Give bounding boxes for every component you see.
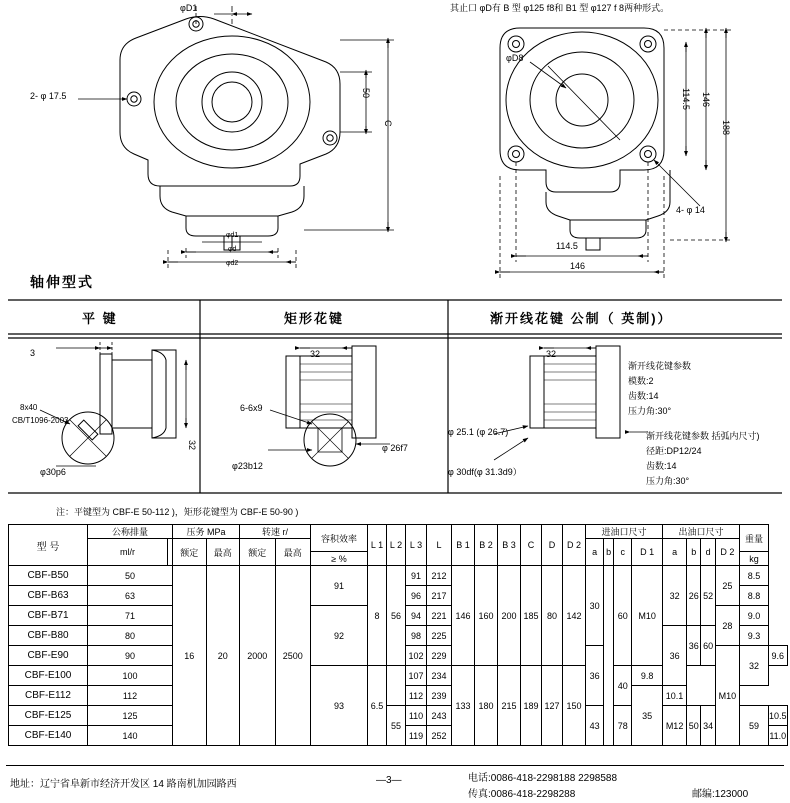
- cell-disp: 112: [88, 686, 173, 706]
- cell-D2-150: 150: [563, 666, 586, 746]
- dim-phi-d1: φD1: [180, 3, 198, 13]
- invol-dim-left-1: φ 25.1 (φ 26.7): [448, 427, 509, 437]
- cell-n-rated: 2000: [240, 566, 276, 746]
- table-row: [9, 566, 788, 586]
- dim-phi-d: φd: [228, 246, 237, 253]
- cell-B1-133: 133: [452, 666, 475, 746]
- th-n-max: 最高: [275, 539, 311, 566]
- shaft-table-frame: [0, 298, 790, 528]
- cell-D2-142: 142: [563, 566, 586, 666]
- cell-L: 229: [427, 646, 452, 666]
- cell-p-rated: 16: [173, 566, 207, 746]
- th-C: C: [521, 525, 542, 566]
- cell-L3: 112: [406, 686, 427, 706]
- cell-eff-91: 91: [311, 566, 368, 606]
- cell-in-D1-M10: M10: [632, 566, 663, 666]
- flatkey-spec-1: 8x40: [20, 403, 38, 412]
- dim-188-vert: 188: [720, 120, 731, 136]
- invol-param2-teeth: 齿数:14: [646, 461, 677, 471]
- cell-L3: 98: [406, 626, 427, 646]
- shaft-col-rect-spline: 矩形花键: [284, 311, 345, 326]
- th-out-d: d: [701, 539, 715, 566]
- th-weight: 重量: [740, 525, 769, 552]
- cell-out-a-36: 36: [663, 626, 687, 686]
- cell-model: CBF-E140: [9, 726, 88, 746]
- dim-146-vert: 146: [700, 92, 711, 108]
- cell-out-D2-32: 32: [740, 646, 769, 686]
- cell-out-b-34: 34: [701, 706, 715, 746]
- th-L3: L 3: [406, 525, 427, 566]
- cell-model: CBF-B71: [9, 606, 88, 626]
- cell-L: 252: [427, 726, 452, 746]
- th-out-b: b: [687, 539, 701, 566]
- cell-L: 243: [427, 706, 452, 726]
- dim-2-phi-17-5: 2- φ 17.5: [30, 91, 67, 101]
- cell-model: CBF-B63: [9, 586, 88, 606]
- cell-L3: 107: [406, 666, 427, 686]
- cell-L3: 110: [406, 706, 427, 726]
- footer-fax: 传真:0086-418-2298288: [468, 789, 576, 800]
- th-B2: B 2: [475, 525, 498, 566]
- dim-phi-d8: φD8: [506, 53, 524, 63]
- dim-4-phi-14: 4- φ 14: [676, 205, 705, 215]
- th-displacement: 公称排量: [88, 525, 173, 539]
- cell-model: CBF-E125: [9, 706, 88, 726]
- cell-L1-8: 8: [368, 566, 387, 666]
- cell-out-D2-25: 25: [715, 566, 739, 606]
- invol-dim-32: 32: [546, 349, 557, 359]
- cell-D-127: 127: [542, 666, 563, 746]
- cell-weight: 8.5: [740, 566, 769, 586]
- cell-n-max: 2500: [275, 566, 311, 746]
- th-out-D2: D 2: [715, 539, 739, 566]
- cell-L: 212: [427, 566, 452, 586]
- th-L: L: [427, 525, 452, 566]
- cell-L: 239: [427, 686, 452, 706]
- cell-L1-65: 6.5: [368, 666, 387, 746]
- footer-page-number: —3—: [376, 775, 402, 786]
- th-p-rated: 额定: [173, 539, 207, 566]
- cell-disp: 71: [88, 606, 173, 626]
- cell-weight: 9.0: [740, 606, 769, 626]
- cell-out-D2-28: 28: [715, 606, 739, 646]
- invol-param-angle: 压力角:30°: [628, 406, 672, 416]
- dim-146-horiz: 146: [570, 261, 586, 271]
- dim-c: C: [382, 120, 393, 127]
- cell-in-c-40: 40: [614, 666, 632, 706]
- rect-dim-D: φ 26f7: [382, 443, 408, 453]
- th-efficiency-unit: ≥ %: [311, 552, 368, 566]
- cell-model: CBF-B80: [9, 626, 88, 646]
- cell-B2-180: 180: [475, 666, 498, 746]
- note-right-top: 其止口 φD有 B 型 φ125 f8和 B1 型 φ127 f 8两种形式。: [450, 3, 670, 13]
- th-model: 型 号: [9, 525, 88, 566]
- flatkey-spec-2: CB/T1096-2003: [12, 416, 69, 425]
- cell-B3-200: 200: [498, 566, 521, 666]
- cell-C-189: 189: [521, 666, 542, 746]
- th-speed: 转速 r/: [240, 525, 311, 539]
- cell-L2-55: 55: [387, 706, 406, 746]
- th-in-D1: D 1: [632, 539, 663, 566]
- cell-L3: 96: [406, 586, 427, 606]
- cell-L3: 119: [406, 726, 427, 746]
- cell-in-a-30: 30: [586, 566, 604, 646]
- th-pressure: 压务 MPa: [173, 525, 240, 539]
- invol-dim-left-2: φ 30df(φ 31.3d9）: [448, 467, 522, 477]
- cell-L2-blank: [387, 666, 406, 706]
- cell-model: CBF-E90: [9, 646, 88, 666]
- cell-weight: 10.5: [769, 706, 788, 726]
- th-in-c: c: [614, 539, 632, 566]
- cell-disp: 80: [88, 626, 173, 646]
- th-weight-unit: kg: [740, 552, 769, 566]
- th-out-a: a: [663, 539, 687, 566]
- cell-weight: 10.1: [663, 686, 687, 706]
- cell-weight: 9.8: [632, 666, 663, 686]
- th-in-a: a: [586, 539, 604, 566]
- cell-L: 221: [427, 606, 452, 626]
- cell-out-d-52: 52: [701, 566, 715, 626]
- cell-out-b-26: 26: [687, 566, 701, 626]
- flatkey-dim-3: 3: [30, 348, 36, 358]
- invol-param-title: 渐开线花键参数: [628, 361, 692, 371]
- invol-param2-angle: 压力角:30°: [646, 476, 690, 486]
- cell-disp: 90: [88, 646, 173, 666]
- spec-table: [8, 524, 788, 746]
- cell-in-D1-M12: M12: [663, 706, 687, 746]
- rect-dim-teeth: 6-6x9: [240, 403, 263, 413]
- cell-weight: 9.3: [740, 626, 769, 646]
- invol-param-teeth: 齿数:14: [628, 391, 659, 401]
- cell-eff-93: 93: [311, 666, 368, 746]
- shaft-section-title: 轴伸型式: [30, 274, 94, 290]
- page-footer: [0, 765, 790, 803]
- th-L1: L 1: [368, 525, 387, 566]
- cell-D-80: 80: [542, 566, 563, 666]
- th-p-max: 最高: [206, 539, 240, 566]
- cell-in-c-60: 60: [614, 566, 632, 666]
- cell-B1-146: 146: [452, 566, 475, 666]
- cell-in-a-36: 36: [586, 646, 604, 706]
- rect-dim-32: 32: [310, 349, 321, 359]
- cell-L: 217: [427, 586, 452, 606]
- cell-in-c-78: 78: [614, 706, 632, 746]
- cell-model: CBF-E100: [9, 666, 88, 686]
- cell-in-b-blank: [604, 566, 614, 746]
- cell-out-b-36: 36: [687, 626, 701, 666]
- cell-out-d-59: 59: [740, 706, 769, 746]
- cell-model: CBF-E112: [9, 686, 88, 706]
- shaft-note: 注：平键型为 CBF-E 50-112 )，矩形花键型为 CBF-E 50-90 ): [56, 507, 299, 517]
- top-drawings-svg: [0, 0, 790, 300]
- cell-L: 225: [427, 626, 452, 646]
- cell-B3-215: 215: [498, 666, 521, 746]
- cell-L3: 94: [406, 606, 427, 626]
- cell-C-185: 185: [521, 566, 542, 666]
- cell-L2-56: 56: [387, 566, 406, 666]
- th-B1: B 1: [452, 525, 475, 566]
- invol-param2-pitch: 径距:DP12/24: [646, 446, 702, 456]
- th-inlet: 进油口尺寸: [586, 525, 663, 539]
- cell-L: 234: [427, 666, 452, 686]
- cell-model: CBF-B50: [9, 566, 88, 586]
- cell-disp: 140: [88, 726, 173, 746]
- footer-divider: [6, 765, 784, 766]
- th-efficiency: 容积效率: [311, 525, 368, 552]
- th-D: D: [542, 525, 563, 566]
- cell-disp: 125: [88, 706, 173, 726]
- cell-out-a-32: 32: [663, 566, 687, 626]
- dim-phi-d1-bottom: φd1: [226, 232, 239, 239]
- cell-L3: 91: [406, 566, 427, 586]
- cell-weight: 8.8: [740, 586, 769, 606]
- flatkey-dim-32: 32: [186, 440, 197, 451]
- invol-param2-title: 渐开线花键参数 括弧内尺寸): [646, 431, 760, 441]
- footer-phone: 电话:0086-418-2298188 2298588: [468, 773, 618, 784]
- th-L2: L 2: [387, 525, 406, 566]
- dim-114-5-horiz: 114.5: [556, 241, 578, 251]
- dim-114-5-vert: 114.5: [680, 88, 691, 110]
- cell-disp: 100: [88, 666, 173, 686]
- th-outlet: 出油口尺寸: [663, 525, 740, 539]
- cell-out-D2-35: 35: [632, 686, 663, 746]
- cell-weight: 9.6: [769, 646, 788, 666]
- cell-in-a-43: 43: [586, 706, 604, 746]
- table-header-row-1: [9, 525, 788, 539]
- dim-50: 50: [360, 88, 371, 99]
- cell-disp: 50: [88, 566, 173, 586]
- th-n-rated: 额定: [240, 539, 276, 566]
- cell-disp: 63: [88, 586, 173, 606]
- dim-phi-d2: φd2: [226, 260, 239, 267]
- th-D2: D 2: [563, 525, 586, 566]
- th-in-b: b: [604, 539, 614, 566]
- table-row: [9, 706, 788, 726]
- rect-dim-d: φ23b12: [232, 461, 263, 471]
- invol-param-modulus: 模数:2: [628, 376, 654, 386]
- footer-address: 地址：辽宁省阜新市经济开发区 14 路南机加园路西: [10, 779, 237, 790]
- cell-eff-92: 92: [311, 606, 368, 666]
- cell-out-d-60: 60: [701, 626, 715, 666]
- shaft-col-involute-spline: 渐开线花键 公制（ 英制)）: [490, 311, 673, 326]
- cell-p-max: 20: [206, 566, 240, 746]
- cell-L3: 102: [406, 646, 427, 666]
- shaft-col-flat-key: 平 键: [82, 311, 118, 326]
- cell-out-M10: M10: [715, 646, 739, 746]
- th-displacement-unit: ml/r: [88, 539, 168, 566]
- cell-out-a-50: 50: [687, 706, 701, 746]
- cell-weight: 11.0: [769, 726, 788, 746]
- th-B3: B 3: [498, 525, 521, 566]
- flatkey-dim-shaft: φ30p6: [40, 467, 66, 477]
- cell-B2-160: 160: [475, 566, 498, 666]
- footer-zip: 邮编:123000: [692, 789, 749, 800]
